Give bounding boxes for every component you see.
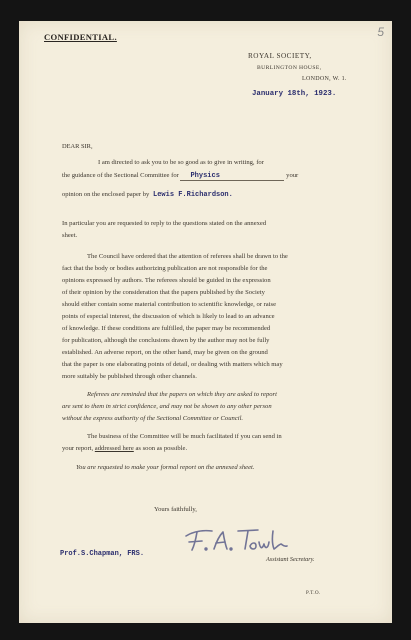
p1-line-2-text: the guidance of the Sectional Committee for: [62, 172, 179, 179]
p3-line: The Council have ordered that the attention of referees shall be drawn to the: [87, 253, 288, 260]
society-address-city: LONDON, W. 1.: [302, 76, 347, 82]
p3-line: of knowledge. If these conditions are fulfilled, the paper may be recommended: [62, 325, 271, 332]
salutation: DEAR SIR,: [62, 143, 93, 150]
addressee-name: Prof.S.Chapman, FRS.: [60, 550, 145, 558]
committee-name: Physics: [190, 172, 220, 180]
p1-line-1: I am directed to ask you to be so good as to give in writing, for: [98, 159, 264, 166]
p5-line-1: The business of the Committee will be much facilitated if you can send in: [87, 433, 282, 440]
p1-line-2: [62, 172, 298, 181]
p1-line-3: [62, 191, 233, 199]
p3-line: for publication, although the conclusions drawn by the author may not be fully: [62, 337, 270, 344]
p5-line-2-start: your report,: [62, 445, 94, 452]
author-name: Lewis F.Richardson.: [153, 191, 233, 199]
handwritten-signature: [180, 522, 300, 556]
p3-line: more suitably be published through other channels.: [62, 373, 197, 380]
p4-line: Referees are reminded that the papers on which they are asked to report: [87, 391, 277, 398]
confidential-heading: CONFIDENTIAL.: [44, 32, 117, 42]
p4-line: without the express authority of the Sectional Committee or Council.: [62, 415, 244, 422]
p5-line-2-end: as soon as possible.: [135, 445, 188, 452]
p3-line: fact that the body or bodies authorizing publication are not responsible for the: [62, 265, 268, 272]
p1-line-2-end: your: [286, 172, 299, 179]
p1-line-3-text: opinion on the enclosed paper by: [62, 191, 150, 198]
p4-line: are sent to them in strict confidence, and may not be shown to any other person: [62, 403, 272, 410]
p5-line-2: [62, 445, 187, 453]
p2-line-2: sheet.: [62, 232, 78, 239]
society-name: ROYAL SOCIETY,: [248, 52, 312, 60]
p3-line: should either contain some material contribution to scientific knowledge, or raise: [62, 301, 277, 308]
letter-date: January 18th, 1923.: [252, 90, 337, 98]
p2-line-1: In particular you are requested to reply to the questions stated on the annexed: [62, 220, 267, 227]
signer-title: Assistant Secretary.: [266, 556, 315, 563]
p3-line: opinions expressed by authors. The referees should be guided in the expression: [62, 277, 271, 284]
formal-report-note: You are requested to make your formal report on the annexed sheet.: [76, 464, 255, 471]
society-address-house: BURLINGTON HOUSE,: [257, 65, 322, 71]
committee-fill-line: [180, 172, 284, 181]
closing: Yours faithfully,: [154, 506, 197, 513]
p3-line: established. An adverse report, on the other hand, may be given on the ground: [62, 349, 268, 356]
page-number-mark: 5: [377, 25, 384, 39]
p3-line: that the paper is one elaborating points of detail, or dealing with matters which may: [62, 361, 283, 368]
addressed-here-text: addressed here: [94, 445, 134, 452]
p3-line: of their opinion by the consideration that the papers published by the Society: [62, 289, 265, 296]
pto-mark: P.T.O.: [306, 591, 321, 596]
p3-line: points of especial interest, the discussion of which is likely to lead to an advance: [62, 313, 275, 320]
